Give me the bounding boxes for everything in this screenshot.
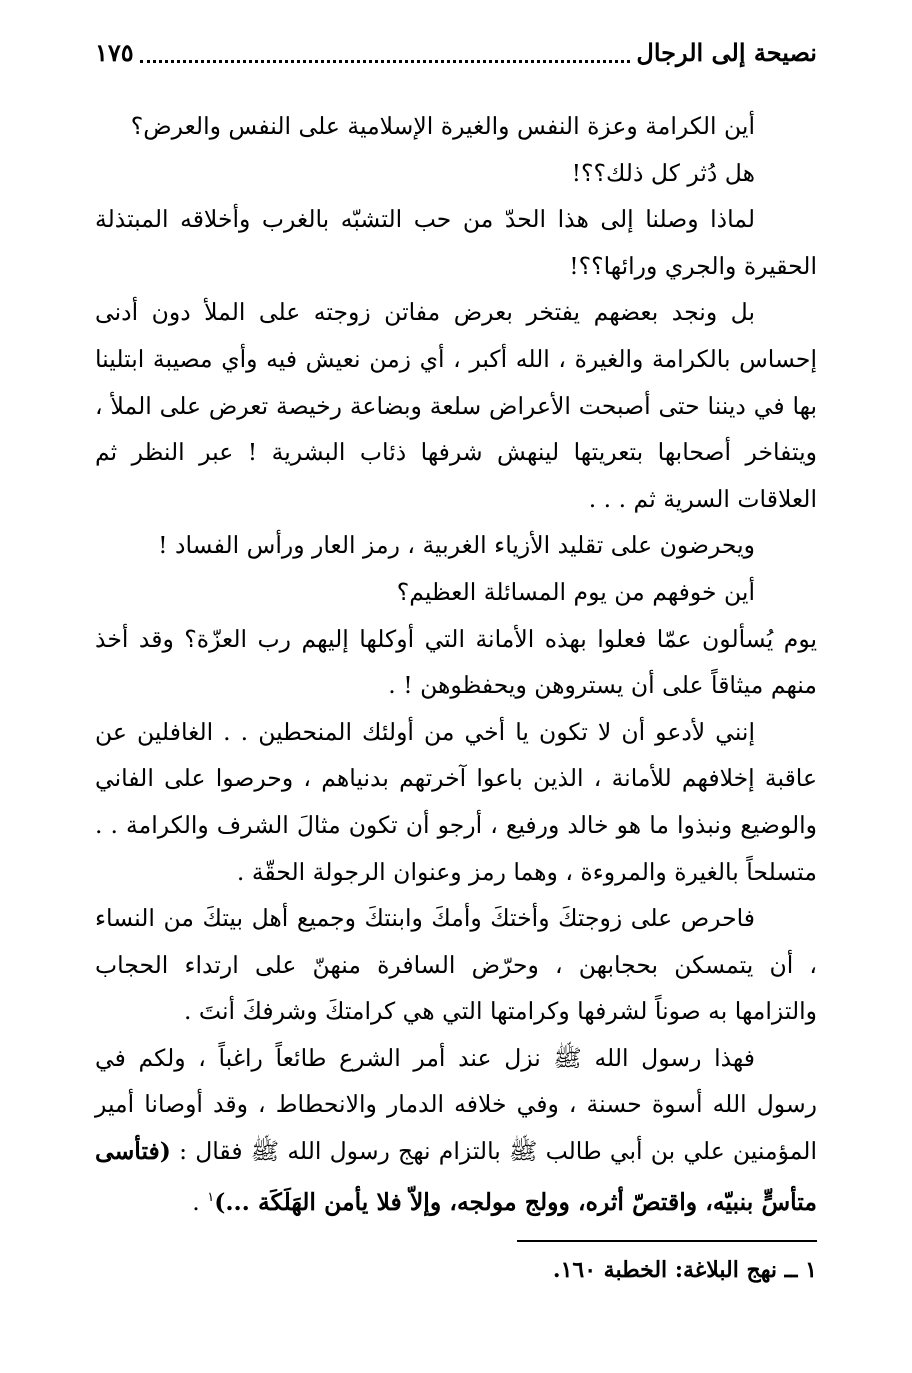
paragraph: إنني لأدعو أن لا تكون يا أخي من أولئك المنحطين . . الغافلين عن عاقبة إخلافهم للأمانة ، الذين باعوا آخرتهم بدنياهم ، وحرصوا على الفاني والوضيع ونبذوا ما هو خالد ورفيع ، أرجو أن تكون مثالَ الشرف والكرامة . . متسلحاً بالغيرة والمروءة ، وهما رمز وعنوان الرجولة الحقّة . bbox=[95, 717, 817, 886]
footnote: ١ ــ نهج البلاغة: الخطبة ١٦٠. bbox=[552, 1257, 817, 1283]
page-number: ١٧٥ bbox=[95, 37, 134, 67]
paragraph: بل ونجد بعضهم يفتخر بعرض مفاتن زوجته على الملأ دون أدنى إحساس بالكرامة والغيرة ، الله أكبر ، أي زمن نعيش فيه وأي مصيبة ابتلينا بها في ديننا حتى أصبحت الأعراض سلعة وبضاعة رخيصة تعرض على الملأ ، ويتفاخر أصحابها بتعريتها لينهش شرفها ذئاب البشرية ! عبر النظر ثم العلاقات السرية ثم . . . bbox=[95, 298, 817, 513]
page-header bbox=[95, 30, 817, 74]
leader-dots bbox=[140, 42, 631, 63]
paragraph: أين خوفهم من يوم المسائلة العظيم؟ bbox=[396, 577, 755, 606]
paragraph: يوم يُسألون عمّا فعلوا بهذه الأمانة التي أوكلها إليهم رب العزّة؟ وقد أخذ منهم ميثاقاً على أن يستروهن ويحفظوهن ! . bbox=[95, 624, 817, 700]
page-body bbox=[95, 103, 817, 1225]
footnote-divider bbox=[517, 1240, 817, 1242]
running-title: نصيحة إلى الرجال bbox=[636, 37, 817, 67]
paragraph-with-quote bbox=[95, 1035, 817, 1225]
paragraph-end: . bbox=[192, 1187, 208, 1216]
footnote-reference[interactable]: ١ bbox=[207, 1189, 215, 1205]
paragraph: أين الكرامة وعزة النفس والغيرة الإسلامية على النفس والعرض؟ bbox=[130, 112, 755, 140]
paragraph: ويحرضون على تقليد الأزياء الغربية ، رمز العار ورأس الفساد ! bbox=[158, 531, 755, 560]
hadith-quote: (فتأسى متأسٍّ بنبيّه، واقتصّ أثره، وولج مولجه، وإلاّ فلا يأمن الهَلَكَة ...) bbox=[95, 1137, 817, 1216]
paragraph: هل دُثر كل ذلك؟؟! bbox=[571, 158, 755, 187]
paragraph-text: فهذا رسول الله ﷺ نزل عند أمر الشرع طائعاً راغباً ، ولكم في رسول الله أسوة حسنة ، وفي خلافه الدمار والانحطاط ، وقد أوصانا أمير المؤمنين علي بن أبي طالب ﷺ بالتزام نهج رسول الله ﷺ فقال : bbox=[95, 1043, 817, 1166]
paragraph: لماذا وصلنا إلى هذا الحدّ من حب التشبّه بالغرب وأخلاقه المبتذلة الحقيرة والجري ورائها؟؟! bbox=[95, 205, 817, 280]
paragraph: فاحرص على زوجتكَ وأختكَ وأمكَ وابنتكَ وجميع أهل بيتكَ من النساء ، أن يتمسكن بحجابهن ، وحرّض السافرة منهنّ على ارتداء الحجاب والتزامها به صوناً لشرفها وكرامتها التي هي كرامتكَ وشرفكَ أنتَ . bbox=[95, 904, 817, 1026]
